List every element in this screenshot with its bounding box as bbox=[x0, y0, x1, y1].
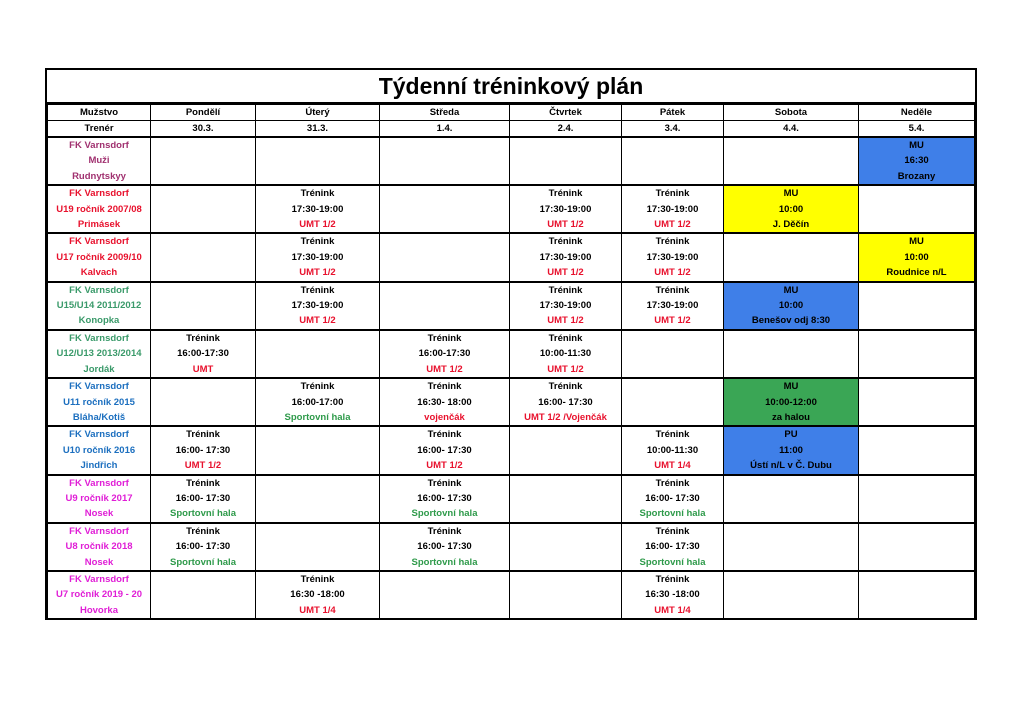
event-time: 10:00 bbox=[904, 251, 929, 263]
event-time: 16:00- 17:30 bbox=[645, 492, 700, 504]
event-type: Trénink bbox=[300, 188, 335, 200]
team-label: U19 ročník 2007/08 bbox=[56, 203, 142, 215]
schedule-cell bbox=[724, 137, 859, 185]
schedule-cell bbox=[151, 378, 256, 426]
header-day: Úterý bbox=[256, 105, 380, 121]
schedule-cell bbox=[859, 378, 975, 426]
schedule-cell bbox=[622, 185, 724, 233]
header-day: Pondělí bbox=[151, 105, 256, 121]
schedule-cell bbox=[510, 475, 622, 523]
schedule-cell bbox=[380, 185, 510, 233]
event-time: 10:00-11:30 bbox=[646, 444, 699, 456]
team-row bbox=[48, 426, 975, 474]
event-place: UMT 1/2 bbox=[547, 267, 584, 279]
event-type: Trénink bbox=[427, 525, 462, 537]
schedule-cell bbox=[380, 282, 510, 330]
team-cell bbox=[48, 137, 151, 185]
team-row bbox=[48, 185, 975, 233]
event-place: Sportovní hala bbox=[639, 508, 706, 520]
coach-name: Nosek bbox=[84, 556, 114, 568]
schedule-cell bbox=[256, 378, 380, 426]
event-place: Sportovní hala bbox=[639, 556, 706, 568]
header-date: 3.4. bbox=[622, 121, 724, 138]
schedule-cell bbox=[622, 571, 724, 618]
team-label: U8 ročník 2018 bbox=[65, 541, 133, 553]
event-place: Sportovní hala bbox=[170, 508, 236, 520]
event-time: 10:00 bbox=[778, 203, 804, 215]
schedule-cell bbox=[859, 233, 975, 281]
header-day: Čtvrtek bbox=[510, 105, 622, 121]
schedule-cell bbox=[510, 426, 622, 474]
team-row bbox=[48, 378, 975, 426]
event-type: Trénink bbox=[300, 236, 335, 248]
team-label: FK Varnsdorf bbox=[69, 332, 129, 344]
event-time: 17:30-19:00 bbox=[539, 251, 592, 263]
coach-name: Kalvach bbox=[80, 267, 118, 279]
schedule-cell bbox=[151, 426, 256, 474]
event-place: Brozany bbox=[897, 170, 936, 182]
event-type: Trénink bbox=[427, 381, 462, 393]
event-place: Sportovní hala bbox=[170, 556, 236, 568]
header-date: 2.4. bbox=[510, 121, 622, 138]
team-label: U12/U13 2013/2014 bbox=[56, 348, 142, 360]
schedule-cell bbox=[380, 571, 510, 618]
event-type: MU bbox=[909, 140, 924, 151]
schedule-cell bbox=[256, 137, 380, 185]
event-type: PU bbox=[784, 429, 798, 441]
team-cell bbox=[48, 426, 151, 474]
event-type: Trénink bbox=[300, 573, 335, 585]
event-place: vojenčák bbox=[424, 411, 465, 423]
team-label: FK Varnsdorf bbox=[69, 477, 129, 489]
schedule-cell bbox=[622, 330, 724, 378]
event-place: J. Děčín bbox=[772, 219, 810, 231]
header-coach: Trenér bbox=[48, 121, 151, 138]
event-place: UMT 1/4 bbox=[654, 604, 691, 616]
team-label: FK Varnsdorf bbox=[69, 188, 129, 200]
schedule-cell bbox=[151, 475, 256, 523]
schedule-cell bbox=[256, 282, 380, 330]
event-place: Sportovní hala bbox=[284, 411, 351, 423]
schedule-cell bbox=[859, 426, 975, 474]
event-time: 17:30-19:00 bbox=[646, 300, 699, 312]
team-label: U7 ročník 2019 - 20 bbox=[55, 589, 143, 601]
event-type: Trénink bbox=[186, 332, 220, 344]
schedule-cell bbox=[622, 475, 724, 523]
schedule-cell bbox=[724, 475, 859, 523]
schedule-cell bbox=[859, 282, 975, 330]
event-place: Benešov odj 8:30 bbox=[751, 315, 831, 327]
schedule-cell bbox=[380, 137, 510, 185]
event-type: Trénink bbox=[186, 429, 220, 441]
event-time: 17:30-19:00 bbox=[646, 203, 699, 215]
team-label: FK Varnsdorf bbox=[69, 284, 129, 296]
schedule-cell bbox=[859, 475, 975, 523]
schedule-cell bbox=[151, 571, 256, 618]
schedule-cell bbox=[256, 523, 380, 571]
header-row bbox=[48, 105, 975, 121]
header-date: 1.4. bbox=[380, 121, 510, 138]
event-time: 16:00-17:00 bbox=[291, 396, 344, 408]
event-type: Trénink bbox=[427, 429, 462, 441]
event-time: 16:00- 17:30 bbox=[175, 444, 231, 456]
event-type: Trénink bbox=[548, 236, 583, 248]
event-time: 16:00- 17:30 bbox=[175, 541, 231, 553]
event-place: Roudnice n/L bbox=[886, 267, 947, 279]
event-type: MU bbox=[909, 236, 924, 248]
team-row bbox=[48, 282, 975, 330]
team-cell bbox=[48, 571, 151, 618]
event-time: 17:30-19:00 bbox=[291, 203, 344, 215]
schedule-cell bbox=[380, 330, 510, 378]
event-place: UMT 1/4 bbox=[299, 604, 336, 616]
team-cell bbox=[48, 330, 151, 378]
schedule-cell bbox=[151, 137, 256, 185]
event-place: UMT 1/2 bbox=[654, 219, 691, 231]
team-label: U9 ročník 2017 bbox=[65, 492, 133, 504]
coach-name: Konopka bbox=[78, 315, 120, 327]
team-label: U15/U14 2011/2012 bbox=[56, 300, 142, 312]
event-place: UMT 1/2 bbox=[654, 315, 691, 327]
event-time: 16:00- 17:30 bbox=[645, 541, 700, 553]
event-time: 16:00- 17:30 bbox=[417, 492, 472, 504]
schedule-cell bbox=[380, 523, 510, 571]
coach-name: Hovorka bbox=[79, 604, 118, 616]
schedule-cell bbox=[151, 523, 256, 571]
team-label: U10 ročník 2016 bbox=[62, 444, 136, 456]
team-row bbox=[48, 137, 975, 185]
event-time: 16:00- 17:30 bbox=[538, 396, 593, 408]
team-row bbox=[48, 571, 975, 618]
schedule-cell bbox=[622, 137, 724, 185]
event-place: UMT 1/2 bbox=[547, 219, 584, 231]
schedule-cell bbox=[151, 330, 256, 378]
event-place: UMT 1/2 bbox=[184, 460, 222, 472]
event-place: UMT 1/4 bbox=[654, 460, 691, 472]
event-time: 16:00- 17:30 bbox=[175, 492, 231, 504]
schedule-cell bbox=[510, 282, 622, 330]
event-type: Trénink bbox=[186, 525, 220, 537]
event-time: 16:00- 17:30 bbox=[417, 444, 472, 456]
event-time: 16:30 -18:00 bbox=[645, 589, 700, 601]
event-time: 16:00-17:30 bbox=[418, 348, 471, 360]
schedule-cell bbox=[622, 426, 724, 474]
header-date: 30.3. bbox=[151, 121, 256, 138]
schedule-cell bbox=[510, 330, 622, 378]
event-place: UMT 1/2 bbox=[547, 363, 584, 375]
event-time: 17:30-19:00 bbox=[646, 251, 699, 263]
event-time: 16:30 -18:00 bbox=[290, 589, 345, 601]
event-type: MU bbox=[783, 381, 799, 393]
event-place: UMT 1/2 bbox=[299, 315, 336, 327]
header-day: Neděle bbox=[859, 105, 975, 121]
event-time: 17:30-19:00 bbox=[291, 300, 344, 312]
coach-name: Rudnytskyy bbox=[72, 170, 126, 182]
schedule-cell bbox=[380, 233, 510, 281]
coach-name: Bláha/Kotiš bbox=[72, 411, 126, 423]
team-cell bbox=[48, 378, 151, 426]
schedule-cell bbox=[859, 330, 975, 378]
event-place: za halou bbox=[771, 411, 810, 423]
event-time: 10:00-11:30 bbox=[539, 348, 592, 360]
team-cell bbox=[48, 185, 151, 233]
event-place: UMT 1/2 bbox=[654, 267, 691, 279]
schedule-cell bbox=[622, 378, 724, 426]
schedule-table bbox=[47, 104, 975, 618]
schedule-cell bbox=[724, 233, 859, 281]
event-type: Trénink bbox=[655, 477, 690, 489]
page-title: Týdenní tréninkový plán bbox=[47, 70, 975, 104]
event-type: Trénink bbox=[427, 332, 462, 344]
team-label: U11 ročník 2015 bbox=[63, 396, 135, 408]
event-type: Trénink bbox=[548, 188, 583, 200]
event-type: Trénink bbox=[655, 188, 690, 200]
event-place: Sportovní hala bbox=[411, 556, 478, 568]
event-type: MU bbox=[783, 188, 799, 200]
team-row bbox=[48, 475, 975, 523]
schedule-cell bbox=[724, 330, 859, 378]
schedule-cell bbox=[510, 185, 622, 233]
schedule-cell bbox=[859, 571, 975, 618]
header-day: Pátek bbox=[622, 105, 724, 121]
event-time: 16:30- 18:00 bbox=[417, 396, 472, 408]
schedule-sheet bbox=[45, 68, 977, 620]
team-cell bbox=[48, 475, 151, 523]
schedule-cell bbox=[151, 233, 256, 281]
schedule-cell bbox=[859, 185, 975, 233]
event-place: UMT 1/2 bbox=[426, 363, 463, 375]
team-label: FK Varnsdorf bbox=[69, 429, 129, 441]
schedule-cell bbox=[724, 378, 859, 426]
schedule-cell bbox=[510, 523, 622, 571]
header-date: 5.4. bbox=[859, 121, 975, 138]
schedule-cell bbox=[724, 426, 859, 474]
schedule-cell bbox=[380, 378, 510, 426]
event-type: Trénink bbox=[300, 284, 335, 296]
team-label: FK Varnsdorf bbox=[69, 573, 129, 585]
event-type: Trénink bbox=[655, 573, 690, 585]
schedule-cell bbox=[256, 185, 380, 233]
event-type: Trénink bbox=[300, 381, 335, 393]
event-place: UMT 1/2 bbox=[426, 460, 463, 472]
event-type: Trénink bbox=[655, 429, 690, 441]
schedule-cell bbox=[622, 523, 724, 571]
header-day: Sobota bbox=[724, 105, 859, 121]
date-row bbox=[48, 121, 975, 138]
event-place: UMT 1/2 bbox=[547, 315, 584, 327]
team-row bbox=[48, 523, 975, 571]
schedule-cell bbox=[510, 233, 622, 281]
schedule-cell bbox=[724, 571, 859, 618]
team-cell bbox=[48, 523, 151, 571]
team-cell bbox=[48, 233, 151, 281]
schedule-cell bbox=[151, 185, 256, 233]
event-time: 11:00 bbox=[779, 444, 803, 456]
team-label: Muži bbox=[88, 155, 110, 167]
schedule-cell bbox=[256, 426, 380, 474]
event-place: Sportovní hala bbox=[411, 508, 478, 520]
schedule-cell bbox=[859, 137, 975, 185]
event-type: Trénink bbox=[186, 477, 220, 489]
team-label: FK Varnsdorf bbox=[69, 236, 129, 248]
coach-name: Jindřich bbox=[80, 460, 118, 472]
event-type: Trénink bbox=[655, 236, 690, 248]
schedule-cell bbox=[724, 523, 859, 571]
coach-name: Jordák bbox=[83, 363, 115, 375]
schedule-cell bbox=[510, 137, 622, 185]
event-time: 16:30 bbox=[904, 155, 929, 167]
schedule-cell bbox=[510, 378, 622, 426]
coach-name: Nosek bbox=[84, 508, 114, 520]
event-type: Trénink bbox=[655, 525, 690, 537]
schedule-cell bbox=[380, 475, 510, 523]
team-label: U17 ročník 2009/10 bbox=[56, 251, 142, 263]
schedule-cell bbox=[151, 282, 256, 330]
event-place: UMT 1/2 bbox=[299, 219, 336, 231]
team-cell bbox=[48, 282, 151, 330]
event-place: Ústí n/L v Č. Dubu bbox=[750, 460, 832, 472]
event-time: 10:00 bbox=[778, 300, 804, 312]
header-team: Mužstvo bbox=[48, 105, 151, 121]
team-label: FK Varnsdorf bbox=[69, 381, 129, 393]
schedule-cell bbox=[622, 233, 724, 281]
event-type: Trénink bbox=[427, 477, 462, 489]
schedule-cell bbox=[859, 523, 975, 571]
schedule-cell bbox=[724, 282, 859, 330]
event-time: 17:30-19:00 bbox=[539, 203, 592, 215]
header-day: Středa bbox=[380, 105, 510, 121]
schedule-cell bbox=[510, 571, 622, 618]
event-type: Trénink bbox=[548, 284, 583, 296]
schedule-cell bbox=[724, 185, 859, 233]
schedule-cell bbox=[256, 475, 380, 523]
event-time: 16:00-17:30 bbox=[177, 348, 229, 360]
schedule-cell bbox=[380, 426, 510, 474]
schedule-cell bbox=[256, 571, 380, 618]
event-type: Trénink bbox=[655, 284, 690, 296]
team-label: FK Varnsdorf bbox=[69, 525, 129, 537]
event-time: 16:00- 17:30 bbox=[417, 541, 472, 553]
event-place: UMT 1/2 bbox=[299, 267, 336, 279]
event-type: MU bbox=[783, 284, 799, 296]
team-row bbox=[48, 330, 975, 378]
event-place: UMT 1/2 /Vojenčák bbox=[524, 411, 607, 423]
event-time: 10:00-12:00 bbox=[765, 396, 817, 408]
event-type: Trénink bbox=[548, 381, 583, 393]
event-place: UMT bbox=[192, 363, 214, 375]
header-date: 4.4. bbox=[724, 121, 859, 138]
schedule-cell bbox=[622, 282, 724, 330]
event-type: Trénink bbox=[548, 332, 583, 344]
team-label: FK Varnsdorf bbox=[69, 140, 129, 151]
schedule-cell bbox=[256, 330, 380, 378]
coach-name: Primásek bbox=[77, 219, 121, 231]
header-date: 31.3. bbox=[256, 121, 380, 138]
schedule-cell bbox=[256, 233, 380, 281]
team-row bbox=[48, 233, 975, 281]
event-time: 17:30-19:00 bbox=[291, 251, 344, 263]
event-time: 17:30-19:00 bbox=[539, 300, 592, 312]
